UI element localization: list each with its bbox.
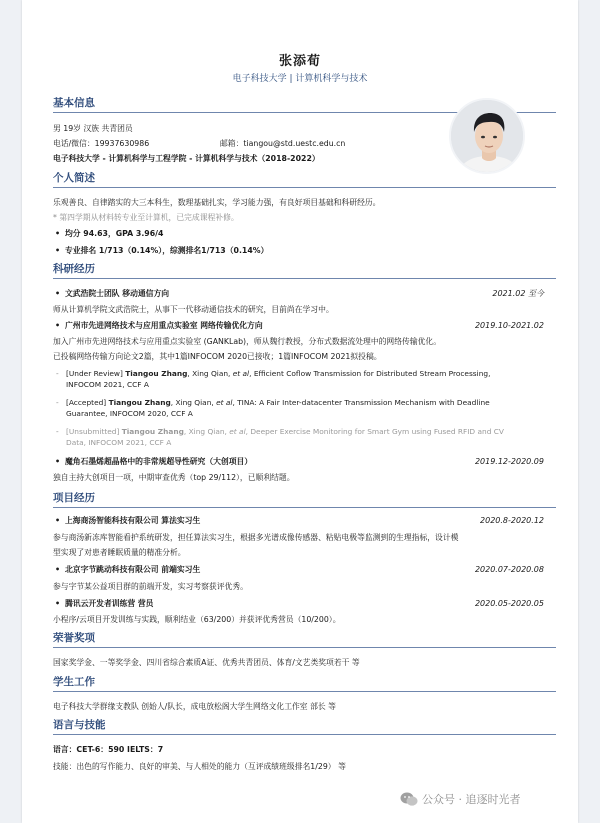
project-title: 腾讯云开发者训练营 营员 <box>65 599 154 608</box>
section-title: 学生工作 <box>53 676 95 688</box>
section-title: 基本信息 <box>53 97 95 109</box>
summary-note: * 第四学期从材料转专业至计算机，已完成课程补修。 <box>53 213 239 222</box>
project-desc: 参与商汤新冻库智能看护系统研发，担任算法实习生，根据多光谱成像传感器、粘贴电极等监测到的生理指标，设计模 <box>53 533 459 542</box>
basic-line: 男 19岁 汉族 共青团员 <box>53 124 133 133</box>
section-work <box>53 676 556 692</box>
publication-entry <box>56 426 546 448</box>
pub-etal: et al <box>216 398 233 407</box>
resume-page <box>22 0 578 823</box>
work-line: 电子科技大学群缘支教队 创始人/队长，成电放松阁大学生网络文化工作室 部长 等 <box>53 702 336 711</box>
pub-coauthors: , Xing Qian, <box>183 427 230 436</box>
pub-etal: et al <box>229 427 246 436</box>
project-title: 北京字节跳动科技有限公司 前端实习生 <box>65 565 201 574</box>
research-date: 2019.10-2021.02 <box>474 321 544 330</box>
pub-venue: Guarantee, INFOCOM 2020, CCF A <box>66 409 193 418</box>
section-title: 荣誉奖项 <box>53 632 95 644</box>
pub-status: [Under Review] <box>66 369 123 378</box>
skills-language: 语言：CET-6：590 IELTS：7 <box>53 745 164 754</box>
awards-line: 国家奖学金、一等奖学金、四川省综合素质A证、优秀共青团员、体育/文艺类奖项若干 等 <box>53 658 360 667</box>
pub-status: [Accepted] <box>66 398 107 407</box>
pub-venue: INFOCOM 2021, CCF A <box>66 380 149 389</box>
research-desc: 已投稿网络传输方向论文2篇，其中1篇INFOCOM 2020已接收；1篇INFOCOM 2021拟投稿。 <box>53 352 382 361</box>
pub-coauthors: , Xing Qian, <box>170 398 217 407</box>
pub-author: Tiangou Zhang <box>108 398 171 407</box>
project-desc: 参与字节某公益项目群的前端开发，实习考察获评优秀。 <box>53 582 248 591</box>
research-desc: 加入广州市先进网络技术与应用重点实验室 (GANKLab)，师从魏行教授，分布式数据流处理中的网络传输优化。 <box>53 337 442 346</box>
wechat-icon <box>400 791 418 807</box>
basic-edu: 电子科技大学 - 计算机科学与工程学院 - 计算机科学与技术（2018-2022） <box>53 154 320 163</box>
pub-title: , Efficient Coflow Transmission for Distributed Stream Processing, <box>249 369 491 378</box>
publication-entry <box>56 397 546 419</box>
project-title: 上海商汤智能科技有限公司 算法实习生 <box>65 516 201 525</box>
bullet: • <box>55 246 61 255</box>
bullet: • <box>55 289 61 298</box>
research-title: 文武浩院士团队 移动通信方向 <box>65 289 170 298</box>
section-skills <box>53 719 556 735</box>
resume-name: 张添荀 <box>278 54 321 69</box>
section-research <box>53 263 556 279</box>
research-title: 广州市先进网络技术与应用重点实验室 网络传输优化方向 <box>65 321 263 330</box>
basic-email: 邮箱：tiangou@std.uestc.edu.cn <box>220 139 346 148</box>
pub-dash: - <box>56 369 59 378</box>
bullet: • <box>55 457 61 466</box>
summary-gpa: 均分 94.63，GPA 3.96/4 <box>65 229 164 238</box>
project-desc: 小程序/云项目开发训练与实践，顺利结业（63/200）并获评优秀营员（10/200）。 <box>53 615 341 624</box>
pub-dash: - <box>56 398 59 407</box>
section-awards <box>53 632 556 648</box>
section-summary <box>53 172 556 188</box>
avatar <box>449 98 525 174</box>
bullet: • <box>55 321 61 330</box>
pub-title: , Deeper Exercise Monitoring for Smart Gym using Fused RFID and CV <box>245 427 504 436</box>
pub-author: Tiangou Zhang <box>125 369 188 378</box>
section-title: 项目经历 <box>53 492 95 504</box>
bullet: • <box>55 229 61 238</box>
pub-dash: - <box>56 427 59 436</box>
section-title: 个人简述 <box>53 172 95 184</box>
bullet: • <box>55 516 61 525</box>
section-title: 语言与技能 <box>53 719 106 731</box>
summary-line: 乐观善良、自律踏实的大三本科生，数理基础扎实，学习能力强，有良好项目基础和科研经历。 <box>53 198 381 207</box>
pub-title: , TINA: A Fair Inter-datacenter Transmission Mechanism with Deadline <box>232 398 490 407</box>
research-desc: 师从计算机学院文武浩院士，从事下一代移动通信技术的研究，目前尚在学习中。 <box>53 305 334 314</box>
watermark <box>400 790 580 810</box>
skills-abilities: 技能：出色的写作能力、良好的审美、与人相处的能力（互评成绩班级排名1/29） 等 <box>53 762 346 771</box>
pub-venue: Data, INFOCOM 2021, CCF A <box>66 438 172 447</box>
research-title: 魔角石墨烯超晶格中的非常规超导性研究（大创项目） <box>65 457 253 466</box>
project-date: 2020.07-2020.08 <box>474 565 544 574</box>
basic-phone: 电话/微信：19937630986 <box>53 139 150 148</box>
research-desc: 独自主持大创项目一项，中期审查优秀（top 29/112），已顺利结题。 <box>53 473 295 482</box>
watermark-text: 公众号 · 追逐时光者 <box>422 793 521 806</box>
research-date: 2019.12-2020.09 <box>474 457 544 466</box>
pub-author: Tiangou Zhang <box>121 427 184 436</box>
bullet: • <box>55 565 61 574</box>
project-desc: 型实现了对患者睡眠质量的精准分析。 <box>53 548 186 557</box>
pub-etal: et al <box>232 369 250 378</box>
section-title: 科研经历 <box>53 263 95 275</box>
section-projects <box>53 492 556 508</box>
resume-subtitle: 电子科技大学 | 计算机科学与技术 <box>232 74 368 84</box>
summary-rank: 专业排名 1/713（0.14%），综测排名1/713（0.14%） <box>65 246 269 255</box>
research-date: 2021.02 至今 <box>492 289 544 298</box>
pub-coauthors: , Xing Qian, <box>187 369 233 378</box>
publication-entry <box>56 368 546 390</box>
bullet: • <box>55 599 61 608</box>
project-date: 2020.8-2020.12 <box>480 516 544 525</box>
project-date: 2020.05-2020.05 <box>474 599 544 608</box>
pub-status: [Unsubmitted] <box>66 427 120 436</box>
